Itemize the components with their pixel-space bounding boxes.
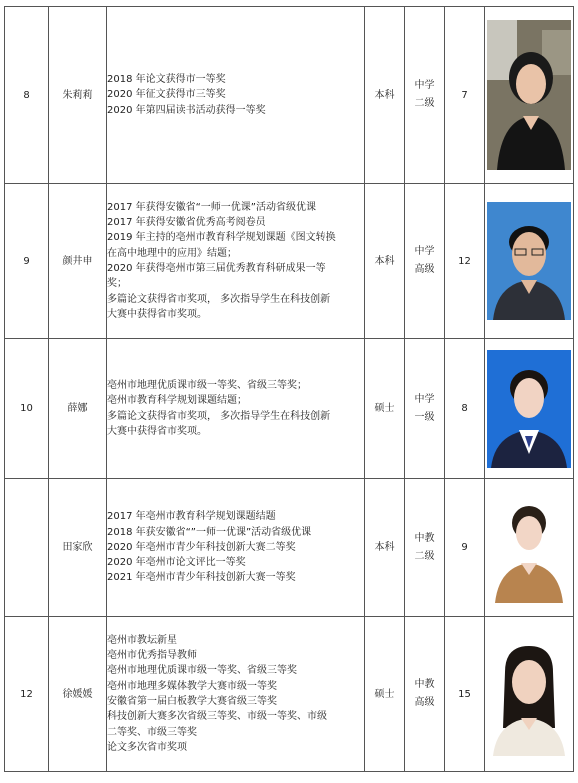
award-line: 亳州市地理优质课市级一等奖、省级三等奖 (107, 665, 297, 677)
portrait-photo (487, 350, 571, 468)
education: 硕士 (365, 339, 405, 479)
awards-cell (107, 184, 365, 339)
award-line: 亳州市教育科学规划课题结题； (107, 395, 247, 407)
education: 本科 (365, 479, 405, 617)
photo-cell (485, 339, 574, 479)
title-line: 高级 (414, 264, 435, 275)
row-number: 12 (5, 617, 49, 772)
award-line: 2017 年获得安徽省优秀高考阅卷员 (107, 217, 266, 229)
award-line: 在高中地理中的应用》结题； (107, 247, 237, 259)
award-line: 论文多次省市奖项 (107, 741, 187, 753)
awards-cell (107, 7, 365, 184)
professional-title (405, 479, 445, 617)
awards-cell (107, 479, 365, 617)
photo-cell (485, 184, 574, 339)
award-line: 2017 年获得安徽省“一师一优课”活动省级优课 (107, 201, 316, 213)
award-line: 亳州市优秀指导教师 (107, 650, 197, 662)
teaching-years: 7 (445, 7, 485, 184)
award-line: 2020 年亳州市论文评比一等奖 (107, 557, 246, 569)
teaching-years: 8 (445, 339, 485, 479)
table-row (5, 617, 574, 772)
award-line: 2020 年征文获得市三等奖 (107, 89, 226, 101)
title-line: 高级 (414, 697, 435, 708)
award-line: 二等奖、市级三等奖 (107, 726, 197, 738)
award-line: 2020 年第四届读书活动获得一等奖 (107, 104, 266, 116)
award-line: 2020 年亳州市青少年科技创新大赛二等奖 (107, 541, 296, 553)
award-line: 2018 年论文获得市一等奖 (107, 74, 226, 86)
photo-cell (485, 617, 574, 772)
awards-cell (107, 617, 365, 772)
award-line: 2020 年获得亳州市第三届优秀教育科研成果一等 (107, 263, 326, 274)
professional-title (405, 339, 445, 479)
title-line: 中学 (414, 393, 435, 405)
award-line: 科技创新大赛多次省级三等奖、市级一等奖、市级 (107, 711, 327, 723)
award-line: 奖； (107, 278, 127, 290)
title-line: 中学 (414, 246, 435, 257)
teaching-years: 15 (445, 617, 485, 772)
row-number: 9 (5, 184, 49, 339)
portrait-photo (487, 493, 571, 603)
teacher-table (4, 6, 574, 772)
award-line: 2019 年主持的亳州市教育科学规划课题《图文转换 (107, 232, 336, 244)
teacher-name: 田家欣 (49, 479, 107, 617)
table-row (5, 184, 574, 339)
teacher-name: 薛娜 (49, 339, 107, 479)
teaching-years: 9 (445, 479, 485, 617)
professional-title (405, 617, 445, 772)
award-line: 大赛中获得省市奖项。 (107, 308, 207, 320)
row-number: 10 (5, 339, 49, 479)
teacher-name: 颜井申 (49, 184, 107, 339)
education: 本科 (365, 7, 405, 184)
title-line: 一级 (414, 411, 435, 423)
award-line: 2017 年亳州市教育科学规划课题结题 (107, 511, 276, 523)
row-number: 8 (5, 7, 49, 184)
award-line: 亳州市地理多媒体教学大赛市级一等奖 (107, 680, 277, 692)
award-line: 安徽省第一届白板教学大赛省级三等奖 (107, 696, 277, 707)
table-row (5, 479, 574, 617)
title-line: 中教 (414, 679, 435, 690)
award-line: 多篇论文获得省市奖项， 多次指导学生在科技创新 (107, 293, 331, 305)
award-line: 大赛中获得省市奖项。 (107, 425, 207, 437)
education: 硕士 (365, 617, 405, 772)
award-line: 亳州市地理优质课市级一等奖、省级三等奖； (107, 379, 307, 391)
portrait-photo (487, 632, 571, 756)
title-line: 二级 (414, 98, 435, 109)
teacher-name: 徐媛媛 (49, 617, 107, 772)
award-line: 2021 年亳州市青少年科技创新大赛一等奖 (107, 572, 296, 584)
teaching-years: 12 (445, 184, 485, 339)
professional-title (405, 7, 445, 184)
row-number (5, 479, 49, 617)
table-body (5, 7, 574, 772)
award-line: 亳州市教坛新星 (107, 634, 177, 646)
teacher-name: 朱莉莉 (49, 7, 107, 184)
awards-cell (107, 339, 365, 479)
table-row (5, 7, 574, 184)
portrait-photo (487, 20, 571, 170)
education: 本科 (365, 184, 405, 339)
professional-title (405, 184, 445, 339)
title-line: 中学 (414, 80, 435, 91)
photo-cell (485, 479, 574, 617)
table-row (5, 339, 574, 479)
award-line: 2018 年获安徽省“”一师一优课”活动省级优课 (107, 526, 312, 538)
title-line: 中教 (414, 532, 435, 544)
title-line: 二级 (414, 550, 435, 562)
photo-cell (485, 7, 574, 184)
award-line: 多篇论文获得省市奖项， 多次指导学生在科技创新 (107, 410, 331, 422)
portrait-photo (487, 202, 571, 320)
